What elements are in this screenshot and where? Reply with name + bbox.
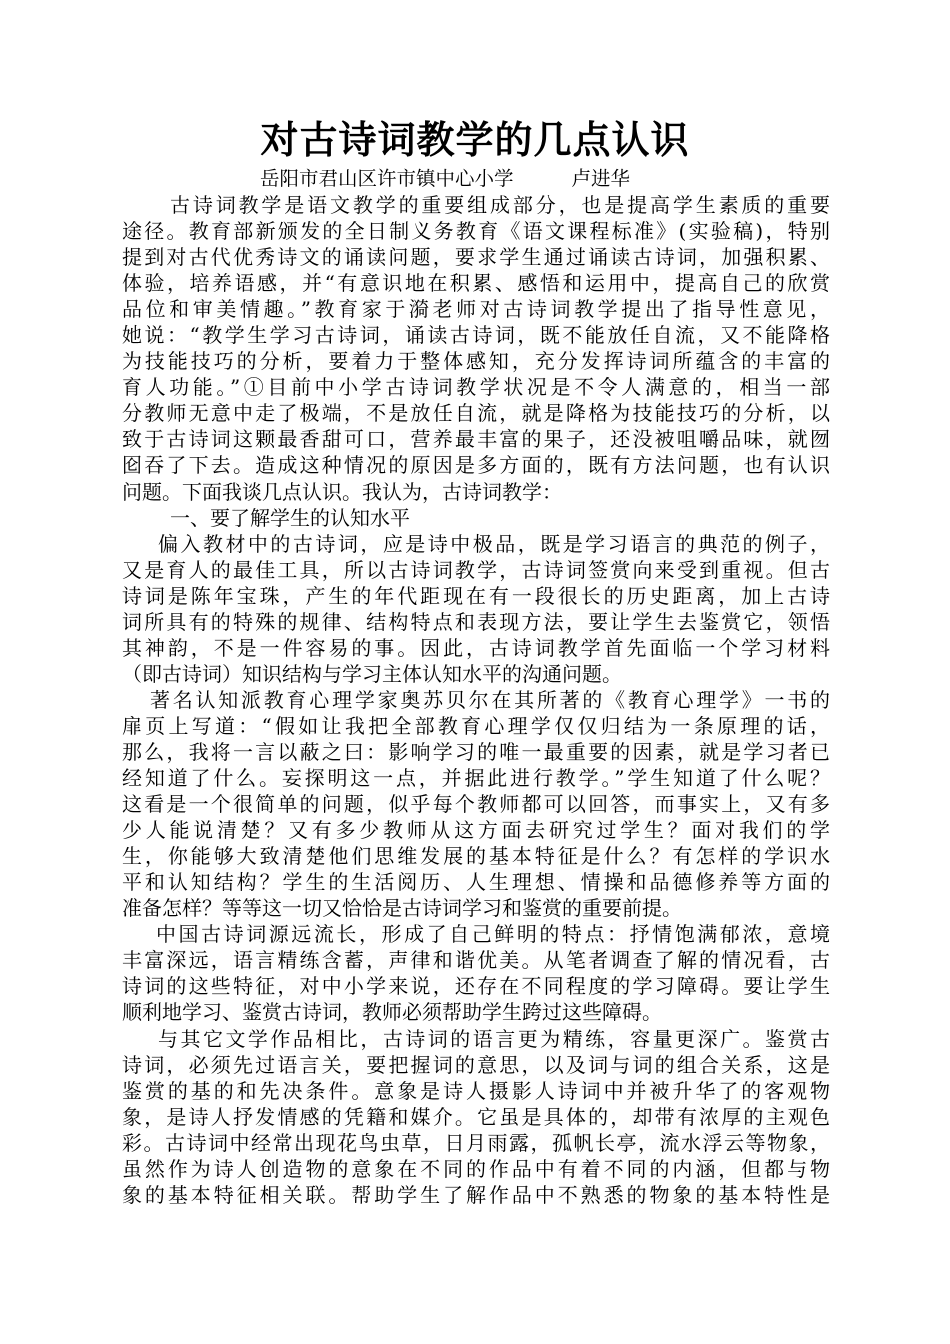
text-line: 那么，我将一言以蔽之曰：影响学习的唯一最重要的因素，就是学习者已 (122, 739, 830, 764)
text-line: 问题。下面我谈几点认识。我认为，古诗词教学： (122, 479, 562, 504)
text-line: 诗词，必须先过语言关，要把握词的意思，以及词与词的组合关系，这是 (122, 1052, 830, 1077)
document-title: 对古诗词教学的几点认识 (260, 117, 690, 162)
text-line: 提到对古代优秀诗文的诵读问题，要求学生通过诵读古诗词，加强积累、 (122, 245, 830, 270)
text-line: 这看是一个很简单的问题，似乎每个教师都可以回答，而事实上，又有多 (122, 792, 830, 817)
text-line: 顺利地学习、鉴赏古诗词，教师必须帮助学生跨过这些障碍。 (122, 1000, 662, 1025)
text-line: 准备怎样？等等这一切又恰恰是古诗词学习和鉴赏的重要前提。 (122, 896, 682, 921)
text-line: 古诗词教学是语文教学的重要组成部分，也是提高学生素质的重要 (170, 193, 830, 217)
section-heading: 一、要了解学生的认知水平 (170, 505, 410, 530)
text-line: 育人功能。”①目前中小学古诗词教学状况是不令人满意的，相当一部 (122, 375, 830, 400)
text-line: 品位和审美情趣。”教育家于漪老师对古诗词教学提出了指导性意见， (122, 297, 830, 322)
text-line: 著名认知派教育心理学家奥苏贝尔在其所著的《教育心理学》一书的 (150, 687, 830, 712)
text-line: 致于古诗词这颗最香甜可口，营养最丰富的果子，还没被咀嚼品味，就囫 (122, 427, 830, 452)
school-name: 岳阳市君山区许市镇中心小学 (260, 167, 514, 190)
text-line: 又是育人的最佳工具，所以古诗词教学，古诗词签赏向来受到重视。但古 (122, 557, 830, 582)
text-line: 扉页上写道：“假如让我把全部教育心理学仅仅归结为一条原理的话， (122, 713, 830, 738)
text-line: 彩。古诗词中经常出现花鸟虫草，日月雨露，孤帆长亭，流水浮云等物象， (122, 1130, 830, 1155)
text-line: 她说：“教学生学习古诗词，诵读古诗词，既不能放任自流，又不能降格 (122, 323, 830, 348)
text-line: 为技能技巧的分析，要着力于整体感知，充分发挥诗词所蕴含的丰富的 (122, 349, 830, 374)
text-line: 平和认知结构？学生的生活阅历、人生理想、情操和品德修养等方面的 (122, 870, 830, 895)
text-line: 中国古诗词源远流长，形成了自己鲜明的特点：抒情饱满郁浓，意境 (156, 922, 830, 947)
text-line: 诗词的这些特征，对中小学来说，还存在不同程度的学习障碍。要让学生 (122, 974, 830, 999)
text-line: 生，你能够大致清楚他们思维发展的基本特征是什么？有怎样的学识水 (122, 844, 830, 869)
document-body (122, 192, 830, 1208)
text-line: 鉴赏的基的和先决条件。意象是诗人摄影人诗词中并被升华了的客观物 (122, 1078, 830, 1103)
text-line: 途径。教育部新颁发的全日制义务教育《语文课程标准》(实验稿)，特别 (122, 219, 830, 244)
text-line: 词所具有的特殊的规律、结构特点和表现方法，要让学生去鉴赏它，领悟 (122, 609, 830, 634)
text-line: 象，是诗人抒发情感的凭籍和媒介。它虽是具体的，却带有浓厚的主观色 (122, 1104, 830, 1129)
text-line: 体验，培养语感，并“有意识地在积累、感悟和运用中，提高自己的欣赏 (122, 271, 830, 296)
text-line: 经知道了什么。妄探明这一点，并据此进行教学。”学生知道了什么呢？ (122, 766, 830, 791)
text-line: 囵吞了下去。造成这种情况的原因是多方面的，既有方法问题，也有认识 (122, 453, 830, 478)
text-line: 丰富深远，语言精练含蓄，声律和谐优美。从笔者调查了解的情况看，古 (122, 948, 830, 973)
author-name: 卢进华 (571, 167, 631, 190)
text-line: 少人能说清楚？又有多少教师从这方面去研究过学生？面对我们的学 (122, 818, 830, 843)
text-line: 象的基本特征相关联。帮助学生了解作品中不熟悉的物象的基本特性是 (122, 1182, 830, 1207)
text-line: 与其它文学作品相比，古诗词的语言更为精练，容量更深广。鉴赏古 (158, 1026, 830, 1051)
text-line: （即古诗词）知识结构与学习主体认知水平的沟通问题。 (122, 661, 622, 686)
text-line: 其神韵，不是一件容易的事。因此，古诗词教学首先面临一个学习材料 (122, 635, 830, 660)
text-line: 虽然作为诗人创造物的意象在不同的作品中有着不同的内涵，但都与物 (122, 1156, 830, 1181)
text-line: 分教师无意中走了极端，不是放任自流，就是降格为技能技巧的分析，以 (122, 401, 830, 426)
text-line: 诗词是陈年宝珠，产生的年代距现在有一段很长的历史距离，加上古诗 (122, 583, 830, 608)
byline (260, 166, 630, 192)
text-line: 偏入教材中的古诗词，应是诗中极品，既是学习语言的典范的例子， (158, 531, 830, 556)
